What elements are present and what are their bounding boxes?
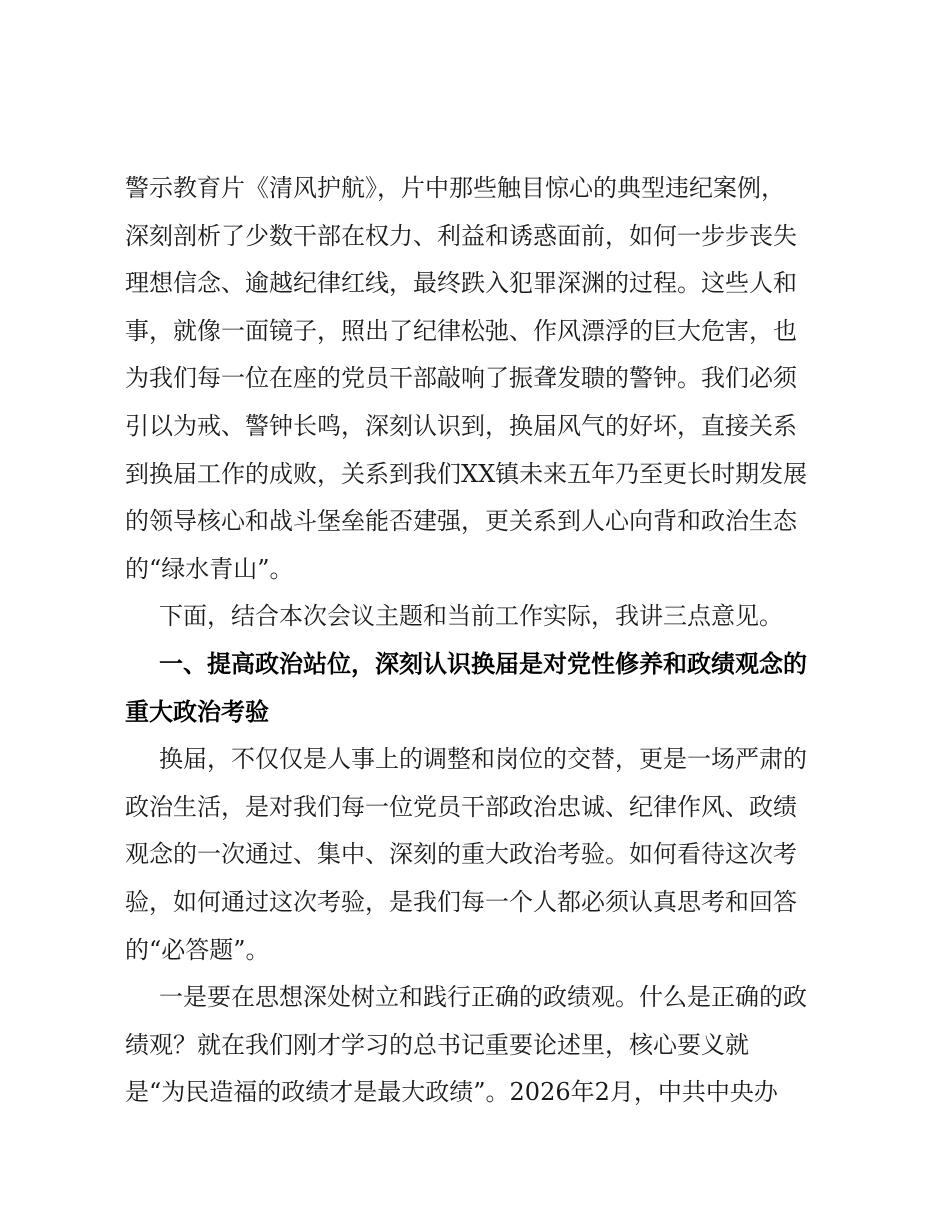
paragraph-line: 绩观？就在我们刚才学习的总书记重要论述里，核心要义就 xyxy=(125,1030,749,1059)
paragraph-line: 政治生活，是对我们每一位党员干部政治忠诚、纪律作风、政绩 xyxy=(125,792,797,821)
paragraph-line: 的“绿水青山”。 xyxy=(125,554,294,583)
paragraph-line: 深刻剖析了少数干部在权力、利益和诱惑面前，如何一步步丧失 xyxy=(125,221,797,250)
paragraph-line: 到换届工作的成败，关系到我们XX镇未来五年乃至更长时期发展 xyxy=(125,459,808,488)
paragraph-line: 一是要在思想深处树立和践行正确的政绩观。什么是正确的政 xyxy=(159,983,807,1012)
paragraph-line: 的“必答题”。 xyxy=(125,935,270,964)
section-heading: 一、提高政治站位，深刻认识换届是对党性修养和政绩观念的 xyxy=(159,649,807,678)
paragraph-line: 事，就像一面镜子，照出了纪律松弛、作风漂浮的巨大危害，也 xyxy=(125,316,797,345)
section-heading: 重大政治考验 xyxy=(125,697,269,726)
paragraph-line: 是“为民造福的政绩才是最大政绩”。2026年2月，中共中央办 xyxy=(125,1078,778,1107)
paragraph-line: 观念的一次通过、集中、深刻的重大政治考验。如何看待这次考 xyxy=(125,840,797,869)
paragraph-line: 换届，不仅仅是人事上的调整和岗位的交替，更是一场严肃的 xyxy=(159,745,807,774)
paragraph-line: 的领导核心和战斗堡垒能否建强，更关系到人心向背和政治生态 xyxy=(125,507,797,536)
paragraph-line: 警示教育片《清风护航》，片中那些触目惊心的典型违纪案例， xyxy=(125,174,785,202)
paragraph-line: 下面，结合本次会议主题和当前工作实际，我讲三点意见。 xyxy=(159,602,783,631)
document-body xyxy=(125,165,835,1117)
paragraph-line: 理想信念、逾越纪律红线，最终跌入犯罪深渊的过程。这些人和 xyxy=(125,269,797,298)
paragraph-line: 引以为戒、警钟长鸣，深刻认识到，换届风气的好坏，直接关系 xyxy=(125,411,797,440)
paragraph-line: 为我们每一位在座的党员干部敲响了振聋发聩的警钟。我们必须 xyxy=(125,364,797,393)
paragraph-line: 验，如何通过这次考验，是我们每一个人都必须认真思考和回答 xyxy=(125,887,797,916)
